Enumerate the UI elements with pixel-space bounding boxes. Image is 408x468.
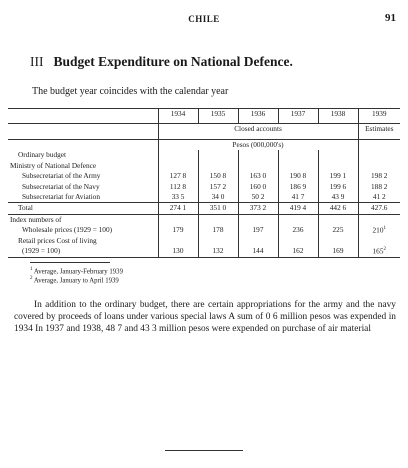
section-title-text: Budget Expenditure on National Defence.	[53, 54, 293, 69]
running-head: CHILE	[188, 14, 220, 24]
cell-value: 41 7	[278, 192, 318, 203]
total-value: 274 1	[158, 203, 198, 214]
cell-value: 150 8	[198, 171, 238, 181]
total-label: Total	[8, 203, 158, 214]
year-header: 1935	[198, 109, 238, 124]
cell-value: 34 0	[198, 192, 238, 203]
retail-value: 132	[198, 246, 238, 257]
retail-value: 162	[278, 246, 318, 257]
cell-value: 112 8	[158, 182, 198, 192]
total-value: 427.6	[358, 203, 400, 214]
footnote-mark: 1	[383, 226, 386, 232]
row-label: Subsecretariat of the Army	[22, 171, 101, 181]
ministry-label: Ministry of National Defence	[10, 160, 97, 170]
wholesale-value	[358, 225, 400, 236]
cell-value: 163 0	[238, 171, 278, 181]
wholesale-value: 178	[198, 225, 238, 236]
year-header-row	[8, 109, 400, 124]
cell-value: 41 2	[358, 192, 400, 203]
section-number: III	[30, 54, 44, 69]
retail-value: 144	[238, 246, 278, 257]
footnotes	[30, 267, 123, 286]
cell-value: 160 0	[238, 182, 278, 192]
unit-label: Pesos (000,000's)	[158, 140, 358, 151]
footnote-mark: 2	[383, 247, 386, 253]
footnote-mark: 1	[30, 267, 33, 272]
cell-value: 190 8	[278, 171, 318, 181]
wholesale-row	[8, 225, 400, 236]
estimates-header: Estimates	[358, 124, 400, 140]
wholesale-value: 236	[278, 225, 318, 236]
wholesale-value: 179	[158, 225, 198, 236]
ordinary-budget-label: Ordinary budget	[18, 150, 67, 160]
total-value: 351 0	[198, 203, 238, 214]
body-paragraph: In addition to the ordinary budget, there are certain appropriations for the army and the navy covered by proceeds of loans under various special laws A sum of 0 6 million pesos was expended in 1934 In 1937 and 1938, 48 7 and 43 3 million pesos were expended on purchase of air material	[14, 300, 396, 334]
total-value: 373 2	[238, 203, 278, 214]
wholesale-value: 225	[318, 225, 358, 236]
footnote-text: Average, January-February 1939	[33, 268, 123, 276]
cell-value: 50 2	[238, 192, 278, 203]
table-row	[8, 182, 400, 192]
year-header: 1938	[318, 109, 358, 124]
retail-row	[8, 236, 400, 246]
page-number: 91	[385, 12, 396, 24]
year-header: 1937	[278, 109, 318, 124]
row-label: Subsecretariat of the Navy	[22, 181, 100, 191]
unit-row	[8, 140, 400, 151]
cell-value: 157 2	[198, 182, 238, 192]
cell-value: 199 1	[318, 171, 358, 181]
retail-value-last: 165	[372, 246, 384, 256]
footnote-rule	[30, 262, 110, 263]
total-value: 419 4	[278, 203, 318, 214]
closed-accounts-header: Closed accounts	[158, 124, 358, 140]
retail-label-base: (1929 = 100)	[8, 246, 158, 257]
retail-value	[358, 246, 400, 257]
year-header: 1936	[238, 109, 278, 124]
year-header: 1934	[158, 109, 198, 124]
wholesale-value-last: 210	[372, 225, 384, 235]
footnote	[30, 267, 123, 276]
footnote	[30, 276, 123, 285]
retail-values-row	[8, 246, 400, 257]
year-header: 1939	[358, 109, 400, 124]
table-row	[8, 192, 400, 203]
bottom-rule	[165, 450, 243, 451]
total-row	[8, 203, 400, 214]
ministry-row	[8, 161, 400, 171]
row-label: Subsecretariat for Aviation	[8, 192, 158, 203]
budget-table	[8, 108, 400, 258]
intro-text: The budget year coincides with the calendar year	[32, 86, 229, 97]
cell-value: 186 9	[278, 182, 318, 192]
index-numbers-row	[8, 214, 400, 225]
footnote-mark: 2	[30, 276, 33, 282]
table-row	[8, 171, 400, 181]
retail-label: Retail prices Cost of living	[18, 235, 97, 245]
cell-value: 188 2	[358, 182, 400, 192]
wholesale-label: Wholesale prices (1929 = 100)	[22, 225, 113, 235]
cell-value: 198 2	[358, 171, 400, 181]
cell-value: 33 5	[158, 192, 198, 203]
footnote-text: Average, January to April 1939	[33, 277, 119, 285]
total-value: 442 6	[318, 203, 358, 214]
section-title	[30, 54, 390, 70]
ordinary-budget-row	[8, 150, 400, 160]
retail-value: 130	[158, 246, 198, 257]
cell-value: 199 6	[318, 182, 358, 192]
index-label: Index numbers of	[10, 214, 62, 224]
cell-value: 43 9	[318, 192, 358, 203]
group-header-row	[8, 124, 400, 140]
cell-value: 127 8	[158, 171, 198, 181]
retail-value: 169	[318, 246, 358, 257]
wholesale-value: 197	[238, 225, 278, 236]
